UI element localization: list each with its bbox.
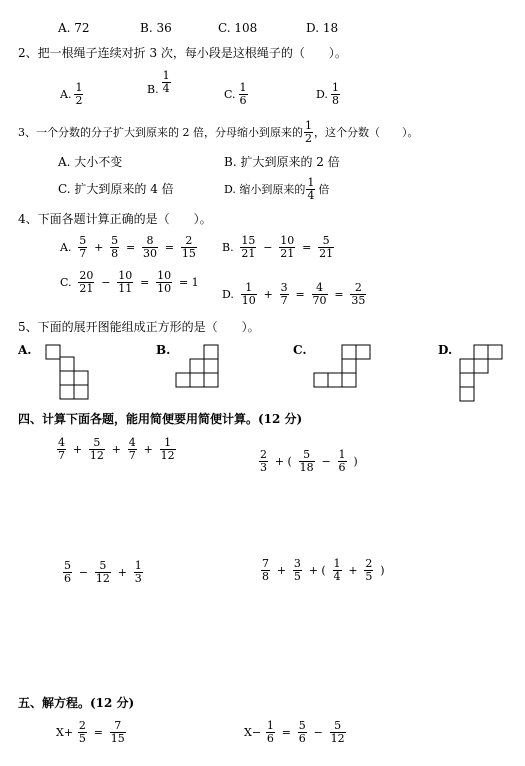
equation-2: X− $\frac{1}{6}$ = $\frac{5}{6}$ − $\frac{5}{12}$ bbox=[244, 719, 345, 746]
q3-option-c: C. 扩大到原来的 4 倍 bbox=[58, 182, 174, 196]
q5-label-a: A. bbox=[18, 343, 32, 357]
q4-option-d: D. $\frac{1}{10}$ + $\frac{3}{7}$ = $\frac{4}{70}$ = $\frac{2}{35}$ bbox=[222, 281, 366, 308]
q2-option-c: C. $\frac{1}{6}$ bbox=[224, 81, 247, 108]
q1-option-d: D. 18 bbox=[306, 21, 339, 35]
q1-option-c: C. 108 bbox=[218, 21, 258, 35]
q1-option-b: B. 36 bbox=[140, 21, 172, 35]
q5-label-d: D. bbox=[438, 343, 453, 357]
q2-stem: 2、把一根绳子连续对折 3 次，每小段是这根绳子的（ ）。 bbox=[18, 46, 347, 60]
q3-option-b: B. 扩大到原来的 2 倍 bbox=[224, 155, 340, 169]
calc-problem-2: $\frac{2}{3}$ + ( $\frac{5}{18}$ − $\frac{1}{6}$ ) bbox=[260, 448, 358, 475]
calc-problem-1: $\frac{4}{7}$ + $\frac{5}{12}$ + $\frac{4}{7}$ + $\frac{1}{12}$ bbox=[58, 436, 175, 463]
q2-option-d: D. $\frac{1}{8}$ bbox=[316, 81, 339, 108]
q4-stem: 4、下面各题计算正确的是（ ）。 bbox=[18, 212, 212, 226]
q5-label-b: B. bbox=[156, 343, 171, 357]
section5-title: 五、解方程。(12 分) bbox=[18, 696, 135, 710]
q2-option-b: B. $\frac{1}{4}$ bbox=[147, 69, 170, 97]
q5-stem: 5、下面的展开图能组成正方形的是（ ）。 bbox=[18, 320, 260, 334]
calc-problem-3: $\frac{5}{6}$ − $\frac{5}{12}$ + $\frac{1}{3}$ bbox=[64, 559, 142, 586]
q3-option-a: A. 大小不变 bbox=[58, 155, 123, 169]
q2-option-a: A. $\frac{1}{2}$ bbox=[60, 81, 83, 108]
q3-stem: 3、一个分数的分子扩大到原来的 2 倍，分母缩小到原来的 $\frac{1}{2}$ ，这个分数（ ）。 bbox=[18, 119, 419, 146]
cube-net-d bbox=[460, 345, 505, 400]
q4-option-b: B. $\frac{15}{21}$ − $\frac{10}{21}$ = $\frac{5}{21}$ bbox=[222, 234, 334, 261]
q1-option-a: A. 72 bbox=[58, 21, 90, 35]
cube-net-b bbox=[176, 345, 226, 387]
cube-net-c bbox=[314, 345, 372, 387]
q3-option-d: D. 缩小到原来的 $\frac{1}{4}$ 倍 bbox=[224, 176, 330, 203]
equation-1: X+ $\frac{2}{5}$ = $\frac{7}{15}$ bbox=[56, 719, 125, 746]
q4-option-c: C. $\frac{20}{21}$ − $\frac{10}{11}$ = $\frac{10}{10}$ = 1 bbox=[60, 269, 199, 296]
section4-title: 四、计算下面各题，能用简便要用简便计算。(12 分) bbox=[18, 412, 303, 426]
q4-option-a: A. $\frac{5}{7}$ + $\frac{5}{8}$ = $\frac{8}{30}$ = $\frac{2}{15}$ bbox=[60, 234, 196, 261]
calc-problem-4: $\frac{7}{8}$ + $\frac{3}{5}$ + ( $\frac{1}{4}$ + $\frac{2}{5}$ ) bbox=[262, 557, 385, 584]
cube-net-a bbox=[46, 345, 91, 400]
q5-label-c: C. bbox=[293, 343, 307, 357]
